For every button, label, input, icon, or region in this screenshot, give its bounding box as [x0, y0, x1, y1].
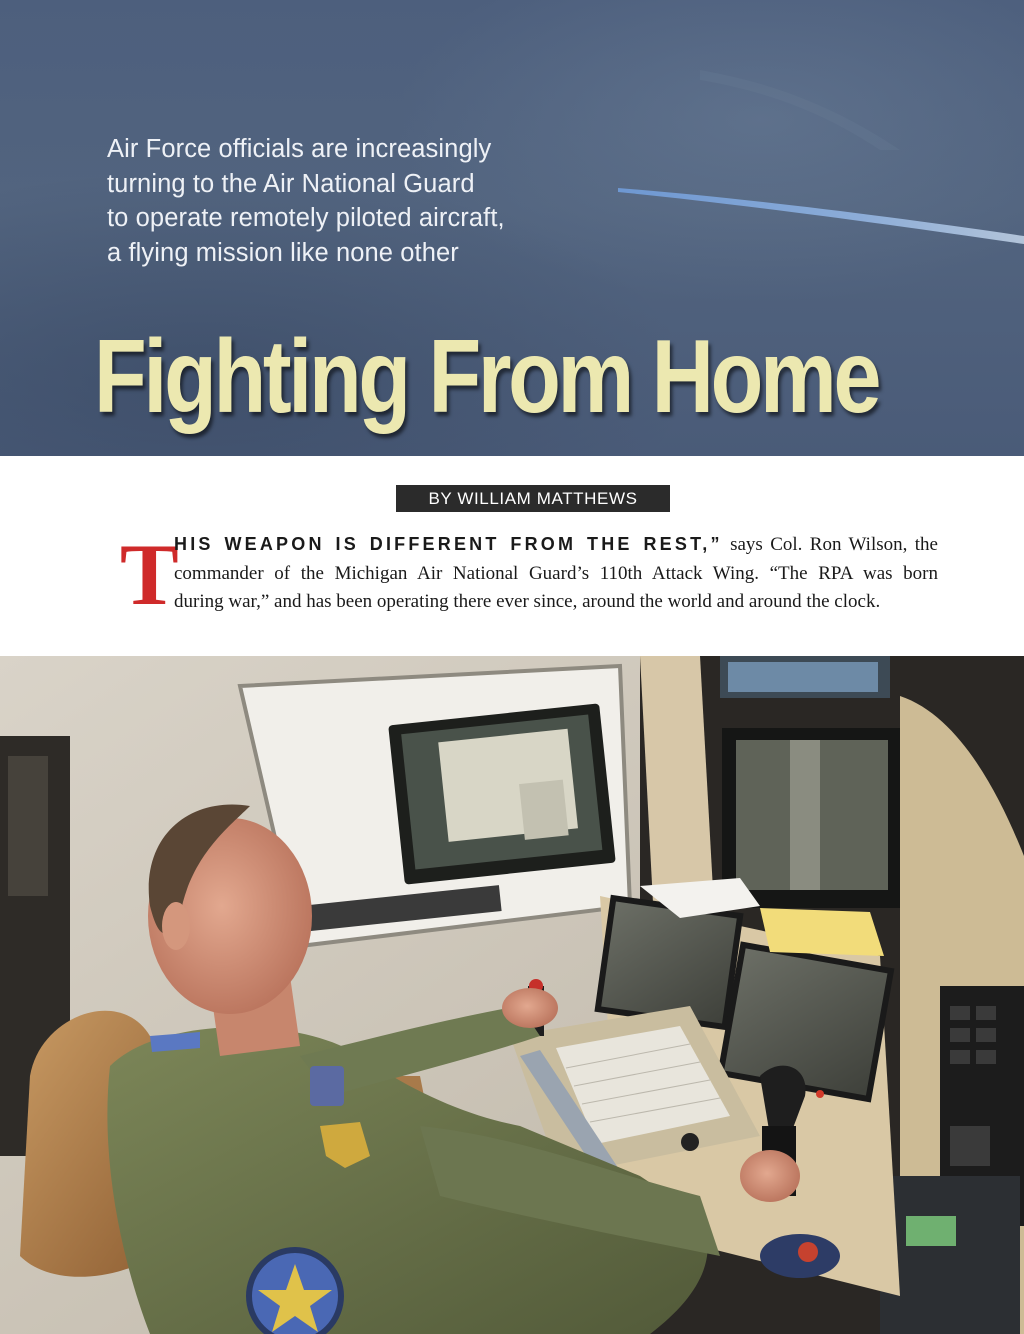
- deck-line: turning to the Air National Guard: [107, 169, 475, 198]
- intro-paragraph: [120, 527, 938, 624]
- hero-photo: [0, 0, 1024, 456]
- intro-line-2: commander of the Michigan Air National Guard’s 110th Attack Wing. “The RPA was born: [174, 562, 938, 584]
- intro-line-3: during war,” and has been operating there ever since, around the world and around the clock.: [174, 591, 881, 612]
- pilot-control-station-photo: [0, 656, 1024, 1334]
- intro-line-1: [174, 530, 938, 560]
- lead-in-text: HIS WEAPON IS DIFFERENT FROM THE REST,”: [174, 534, 723, 554]
- intro-line-1-rest: says Col. Ron Wilson, the: [722, 534, 938, 555]
- article-headline: Fighting From Home: [94, 319, 879, 435]
- article-deck: [107, 132, 627, 270]
- deck-line: to operate remotely piloted aircraft,: [107, 204, 505, 232]
- drop-cap: T: [120, 527, 179, 624]
- intro-text: [174, 530, 938, 617]
- byline: BY WILLIAM MATTHEWS: [396, 485, 670, 512]
- photo-illustration: [0, 656, 1024, 1334]
- deck-line: a flying mission like none other: [107, 238, 459, 267]
- deck-line: Air Force officials are increasingly: [107, 135, 492, 163]
